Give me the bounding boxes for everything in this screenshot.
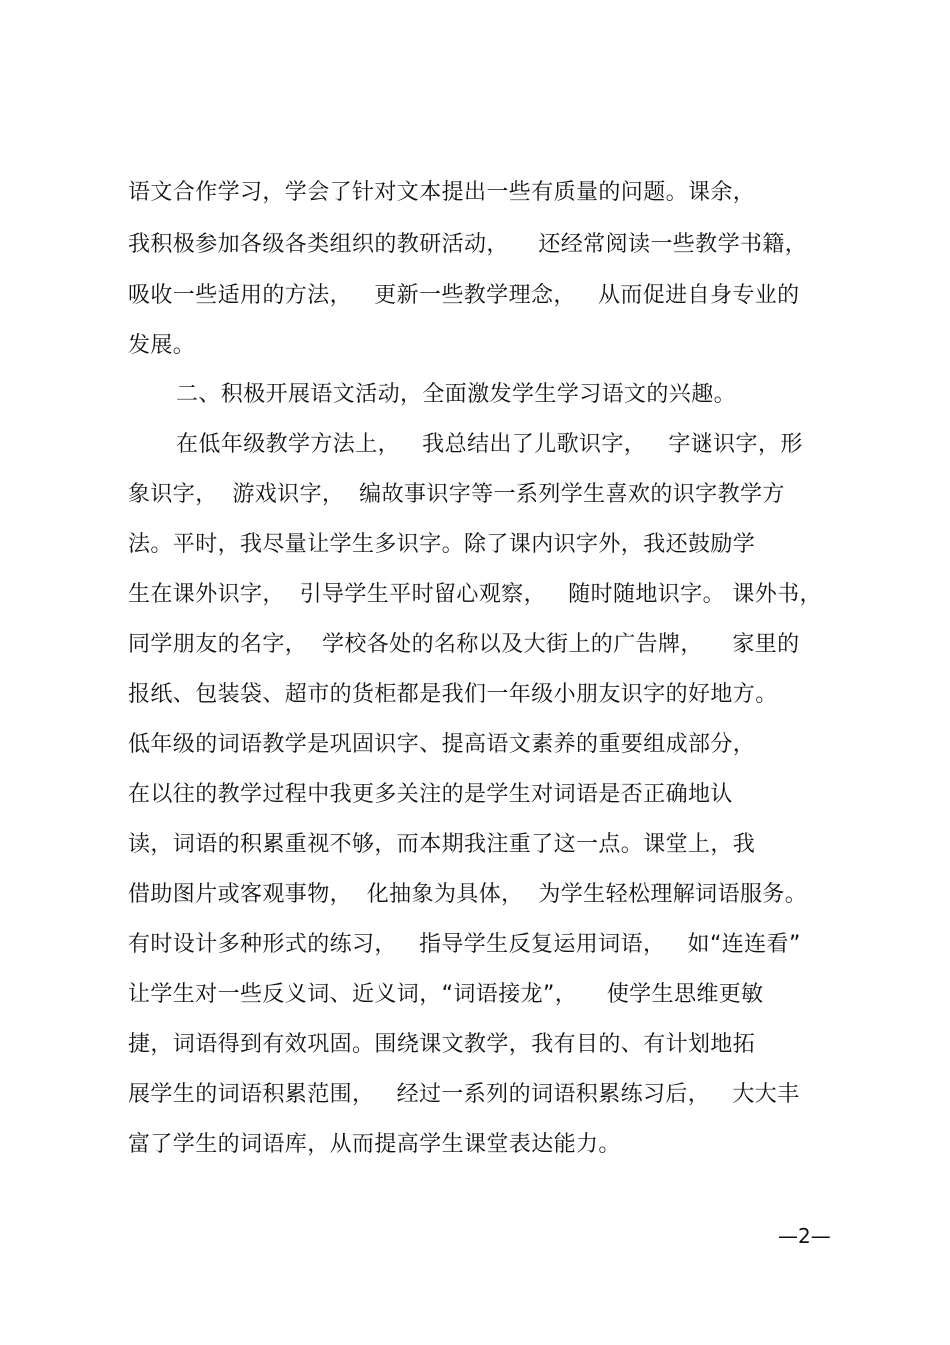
paragraph-line: 发展。 <box>128 333 196 358</box>
paragraph-line: 语文合作学习，学会了针对文本提出一些有质量的问题。课余， <box>128 180 756 205</box>
page-number: —2— <box>778 1224 831 1248</box>
paragraph-line: 我积极参加各级各类组织的教研活动， 还经常阅读一些教学书籍， <box>128 232 808 257</box>
paragraph-line: 读，词语的积累重视不够，而本期我注重了这一点。课堂上，我 <box>128 832 756 857</box>
paragraph-line: 生在课外识字， 引导学生平时留心观察， 随时随地识字。 课外书， <box>128 582 822 607</box>
paragraph-line: 在低年级教学方法上， 我总结出了儿歌识字， 字谜识字，形 <box>176 432 803 457</box>
paragraph-line: 在以往的教学过程中我更多关注的是学生对词语是否正确地认 <box>128 782 733 807</box>
paragraph-line: 富了学生的词语库，从而提高学生课堂表达能力。 <box>128 1132 621 1157</box>
paragraph-line: 有时设计多种形式的练习， 指导学生反复运用词语， 如“连连看” <box>128 932 801 957</box>
paragraph-line: 展学生的词语积累范围， 经过一系列的词语积累练习后， 大大丰 <box>128 1082 800 1107</box>
paragraph-line: 法。平时，我尽量让学生多识字。除了课内识字外，我还鼓励学 <box>128 532 756 557</box>
paragraph-line: 低年级的词语教学是巩固识字、提高语文素养的重要组成部分， <box>128 732 756 757</box>
paragraph-line: 吸收一些适用的方法， 更新一些教学理念， 从而促进自身专业的 <box>128 283 800 308</box>
paragraph-line: 让学生对一些反义词、近义词，“词语接龙”， 使学生思维更敏 <box>128 982 764 1007</box>
paragraph-line: 同学朋友的名字， 学校各处的名称以及大街上的广告牌， 家里的 <box>128 632 800 657</box>
section-heading: 二、积极开展语文活动，全面激发学生学习语文的兴趣。 <box>176 382 737 407</box>
paragraph-line: 借助图片或客观事物， 化抽象为具体， 为学生轻松理解词语服务。 <box>128 882 808 907</box>
paragraph-line: 捷，词语得到有效巩固。围绕课文教学，我有目的、有计划地拓 <box>128 1032 756 1057</box>
paragraph-line: 象识字， 游戏识字， 编故事识字等一系列学生喜欢的识字教学方 <box>128 482 785 507</box>
paragraph-line: 报纸、包装袋、超市的货柜都是我们一年级小朋友识字的好地方。 <box>128 682 778 707</box>
